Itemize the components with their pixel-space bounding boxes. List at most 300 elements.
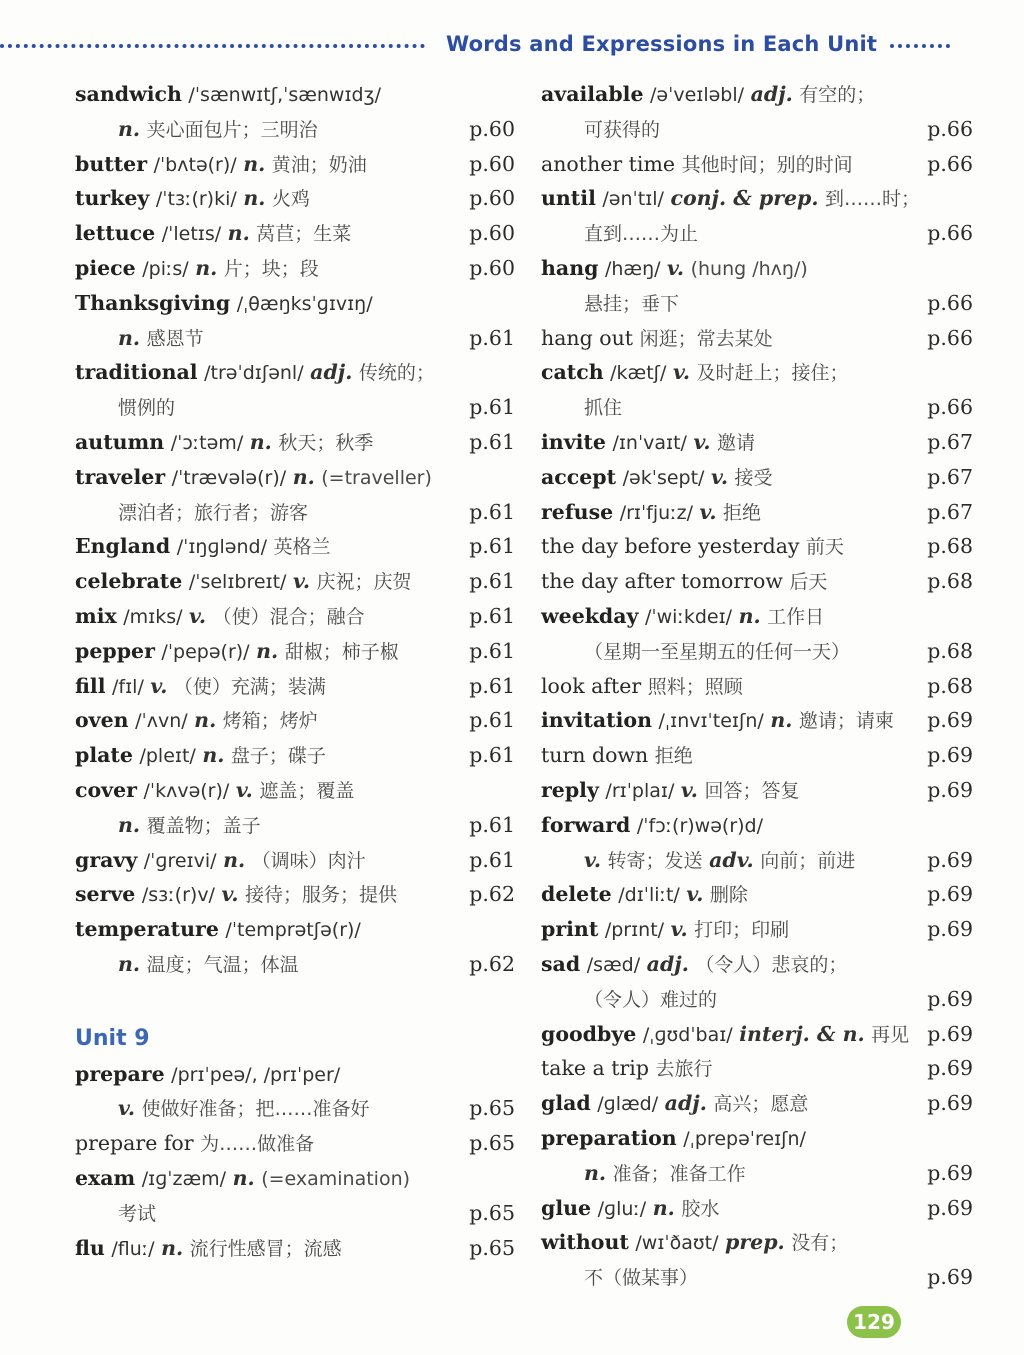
part-of-speech: v. (710, 464, 728, 489)
left-column (75, 77, 515, 1265)
definition: 转寄；发送 (607, 849, 703, 872)
vocab-entry (541, 669, 973, 704)
vocab-entry (541, 773, 973, 808)
headword: gravy (75, 847, 138, 872)
definition: （星期一至星期五的任何一天） (584, 640, 851, 663)
phonetic: /ɪnˈvaɪt/ (612, 431, 687, 454)
part-of-speech: v. (672, 360, 690, 385)
phonetic: /əˈveɪləbl/ (650, 84, 745, 106)
definition: 温度；气温；体温 (146, 953, 299, 976)
definition: 甜椒；柿子椒 (284, 640, 399, 663)
entry-continuation (75, 321, 515, 356)
headword: fill (75, 673, 106, 698)
page-ref: p.61 (469, 429, 515, 454)
phonetic: /ɡlæd/ (597, 1093, 659, 1116)
phrase: take a trip (541, 1056, 649, 1081)
headword: invitation (541, 708, 652, 733)
headword: glad (541, 1091, 591, 1116)
headword: accept (541, 464, 617, 489)
part-of-speech: v. (699, 499, 717, 524)
vocab-entry (541, 77, 973, 112)
headword: weekday (541, 603, 639, 628)
phrase: turn down (541, 743, 649, 768)
part-of-speech: n. (194, 708, 217, 733)
part-of-speech: v. (221, 882, 239, 907)
definition: 莴苣；生菜 (256, 223, 352, 246)
vocab-entry (75, 181, 515, 216)
phrase: the day after tomorrow (541, 569, 783, 594)
phonetic: /kætʃ/ (610, 362, 667, 385)
headword: mix (75, 603, 117, 628)
vocab-entry (541, 703, 973, 738)
definition: 传统的； (358, 362, 435, 385)
definition: （使）充满；装满 (173, 675, 326, 698)
definition: 回答；答复 (704, 779, 800, 802)
entry-continuation (541, 390, 973, 425)
page-ref: p.61 (469, 325, 515, 350)
vocab-entry (541, 251, 973, 286)
phonetic: /trəˈdɪʃənl/ (204, 362, 304, 385)
definition: 准备；准备工作 (612, 1162, 746, 1185)
headword: celebrate (75, 569, 183, 594)
page-ref: p.61 (469, 395, 515, 420)
vocab-entry (541, 181, 973, 216)
entry-continuation (75, 112, 515, 147)
phonetic: /wɪˈðaʊt/ (635, 1232, 719, 1255)
headword: sandwich (75, 82, 182, 106)
page-ref: p.69 (927, 1091, 973, 1116)
headword: until (541, 186, 596, 211)
part-of-speech: n. (202, 743, 225, 768)
definition: 及时赶上；接住； (696, 362, 849, 385)
headword: temperature (75, 917, 219, 942)
page-ref: p.65 (469, 1096, 515, 1121)
vocab-entry (75, 669, 515, 704)
definition: 闲逛；常去某处 (639, 327, 773, 350)
phonetic: /hæŋ/ (604, 257, 661, 280)
part-of-speech: v. (189, 603, 207, 628)
part-of-speech: v. (667, 255, 685, 280)
phonetic: /fɪl/ (112, 675, 144, 698)
headword: refuse (541, 499, 614, 524)
entry-continuation (75, 390, 515, 425)
page-ref: p.67 (927, 499, 973, 524)
vocab-entry (541, 425, 973, 460)
part-of-speech: v. (584, 847, 601, 872)
phonetic: /ˈʌvn/ (135, 710, 188, 733)
definition: 前天 (806, 536, 845, 559)
part-of-speech: n. (256, 638, 279, 663)
vocab-entry (541, 947, 973, 982)
part-of-speech: interj. & n. (739, 1021, 865, 1046)
phonetic: /pleɪt/ (139, 745, 196, 768)
part-of-speech: adj. (646, 951, 689, 976)
page-ref: p.69 (927, 708, 973, 733)
phrase: another time (541, 151, 676, 176)
vocab-entry (75, 251, 515, 286)
part-of-speech: adj. (310, 360, 353, 385)
definition: （使）混合；融合 (212, 605, 365, 628)
page-ref: p.61 (469, 743, 515, 768)
headword: Thanksgiving (75, 290, 231, 315)
page-ref: p.61 (469, 708, 515, 733)
phonetic: /ˈɪŋɡlənd/ (176, 536, 267, 559)
headword: England (75, 534, 171, 559)
phonetic: /ˈɡreɪvi/ (143, 849, 217, 872)
part-of-speech: n. (738, 603, 761, 628)
vocab-entry (75, 425, 515, 460)
definition: 拒绝 (723, 501, 762, 524)
phonetic: /ˈsænwɪtʃ,ˈsænwɪdʒ/ (188, 84, 381, 106)
definition: 邀请 (717, 431, 756, 454)
headword: cover (75, 777, 137, 802)
phonetic: /ˈwiːkdeɪ/ (645, 605, 733, 628)
page-ref: p.62 (469, 951, 515, 976)
page-ref: p.67 (927, 429, 973, 454)
part-of-speech: n. (118, 812, 141, 837)
vocab-entry (75, 77, 515, 112)
headword: reply (541, 777, 599, 802)
entry-continuation (75, 1196, 515, 1231)
entry-continuation (541, 286, 973, 321)
definition: 邀请；请柬 (798, 710, 894, 733)
page-header (0, 28, 1024, 64)
part-of-speech: n. (770, 708, 793, 733)
spacer (75, 982, 515, 1017)
definition: (hung /hʌŋ/) (690, 257, 808, 280)
vocab-entry (75, 773, 515, 808)
phonetic: /ɪɡˈzæm/ (141, 1167, 227, 1190)
part-of-speech: n. (232, 1165, 255, 1190)
part-of-speech: n. (118, 951, 141, 976)
page-ref: p.66 (927, 221, 973, 246)
headword: goodbye (541, 1021, 637, 1046)
vocab-entry (75, 564, 515, 599)
phonetic: /fluː/ (111, 1237, 155, 1260)
vocab-entry (75, 843, 515, 878)
vocab-entry (75, 1231, 515, 1266)
vocab-entry (541, 1086, 973, 1121)
page-ref: p.66 (927, 325, 973, 350)
definition: 打印；印刷 (694, 919, 790, 942)
page-ref: p.69 (927, 1056, 973, 1081)
definition: 考试 (118, 1202, 157, 1225)
vocab-entry (75, 703, 515, 738)
vocab-entry (541, 1191, 973, 1226)
entry-continuation (541, 216, 973, 251)
definition: 惯例的 (118, 397, 176, 420)
page-ref: p.60 (469, 221, 515, 246)
headword: flu (75, 1235, 105, 1260)
page-ref: p.68 (927, 534, 973, 559)
phonetic: /sæd/ (586, 953, 641, 976)
page-ref: p.60 (469, 151, 515, 176)
page-ref: p.65 (469, 1235, 515, 1260)
definition: 片；块；段 (223, 257, 319, 280)
entry-continuation (541, 1156, 973, 1191)
definition: （令人）难过的 (584, 988, 718, 1011)
definition: 盘子；碟子 (230, 745, 326, 768)
phonetic: /ˌθæŋksˈɡɪvɪŋ/ (236, 292, 373, 315)
definition: 照料；照顾 (647, 675, 743, 698)
page-ref: p.69 (927, 882, 973, 907)
headword: oven (75, 708, 129, 733)
page-ref: p.60 (469, 255, 515, 280)
part-of-speech: n. (195, 255, 218, 280)
part-of-speech: v. (118, 1096, 135, 1121)
vocab-entry (75, 1126, 515, 1161)
definition: 接待；服务；提供 (245, 884, 398, 907)
vocab-entry (541, 1017, 973, 1052)
page-ref: p.61 (469, 812, 515, 837)
part-of-speech: n. (223, 847, 246, 872)
header-dots-right (890, 44, 950, 48)
page-ref: p.69 (927, 1195, 973, 1220)
headword: lettuce (75, 221, 156, 246)
part-of-speech: n. (243, 151, 266, 176)
phonetic: /ˈtemprətʃə(r)/ (225, 919, 361, 942)
page-ref: p.68 (927, 673, 973, 698)
page-ref: p.69 (927, 777, 973, 802)
vocab-entry (541, 355, 973, 390)
page-ref: p.65 (469, 1131, 515, 1156)
definition: 火鸡 (271, 188, 310, 211)
definition: 感恩节 (146, 327, 204, 350)
vocab-entry (75, 912, 515, 947)
definition: 后天 (789, 571, 828, 594)
part-of-speech: n. (161, 1235, 184, 1260)
definition: 拒绝 (654, 745, 693, 768)
phonetic: /ˌprepəˈreɪʃn/ (683, 1127, 806, 1150)
part-of-speech: v. (150, 673, 168, 698)
page-ref: p.69 (927, 986, 973, 1011)
vocab-entry (541, 495, 973, 530)
headword: glue (541, 1195, 592, 1220)
vocab-entry (541, 599, 973, 634)
headword: autumn (75, 429, 165, 454)
page-ref: p.62 (469, 882, 515, 907)
page-ref: p.66 (927, 290, 973, 315)
page-ref: p.69 (927, 1265, 973, 1290)
entry-continuation (75, 808, 515, 843)
part-of-speech: n. (227, 221, 250, 246)
definition: 工作日 (767, 605, 825, 628)
definition: 遮盖；覆盖 (259, 779, 355, 802)
vocab-entry (75, 1057, 515, 1092)
page-ref: p.67 (927, 464, 973, 489)
definition: 夹心面包片；三明治 (146, 118, 318, 141)
part-of-speech: v. (235, 777, 253, 802)
vocab-entry (541, 1051, 973, 1086)
phonetic: /ˈtɜː(r)ki/ (155, 188, 237, 211)
phonetic: /ˌɪnvɪˈteɪʃn/ (658, 710, 764, 733)
definition: 流行性感冒；流感 (189, 1237, 342, 1260)
definition: 删除 (709, 884, 748, 907)
page-ref: p.66 (927, 151, 973, 176)
part-of-speech: conj. & prep. (670, 186, 819, 211)
page-ref: p.68 (927, 638, 973, 663)
part-of-speech: adj. (750, 82, 793, 106)
definition: 有空的； (799, 84, 876, 106)
unit-heading: Unit 9 (75, 1025, 150, 1051)
entry-continuation (75, 947, 515, 982)
phrase: look after (541, 673, 642, 698)
vocab-entry (75, 355, 515, 390)
definition: 胶水 (681, 1197, 720, 1220)
page-ref: p.61 (469, 603, 515, 628)
headword: without (541, 1230, 629, 1255)
page-ref: p.69 (927, 1021, 973, 1046)
vocab-entry (541, 564, 973, 599)
page-ref: p.60 (469, 116, 515, 141)
entry-continuation (541, 634, 973, 669)
page-ref: p.68 (927, 569, 973, 594)
page-ref: p.69 (927, 917, 973, 942)
vocab-entry (541, 147, 973, 182)
phonetic: /ˈtrævələ(r)/ (171, 466, 287, 489)
definition: (=examination) (261, 1167, 411, 1190)
phonetic: /ənˈtɪl/ (602, 188, 664, 211)
phonetic: /rɪˈplaɪ/ (605, 779, 675, 802)
page-ref: p.61 (469, 847, 515, 872)
definition: 使做好准备；把……准备好 (141, 1098, 370, 1121)
phonetic: /prɪˈpeə/, /prɪˈper/ (171, 1063, 341, 1086)
headword: pepper (75, 638, 155, 663)
vocab-entry (541, 460, 973, 495)
entry-continuation (541, 1260, 973, 1295)
part-of-speech: n. (118, 116, 141, 141)
headword: butter (75, 151, 148, 176)
headword: sad (541, 951, 581, 976)
page-ref: p.61 (469, 569, 515, 594)
definition: (=traveller) (321, 466, 432, 489)
vocab-entry (541, 321, 973, 356)
headword: forward (541, 812, 631, 837)
vocab-entry (75, 460, 515, 495)
headword: serve (75, 882, 136, 907)
headword: exam (75, 1165, 136, 1190)
headword: prepare (75, 1061, 165, 1086)
definition: 再见 (871, 1023, 910, 1046)
part-of-speech: adv. (709, 847, 754, 872)
definition: 可获得的 (584, 118, 661, 141)
phonetic: /ɡluː/ (597, 1197, 647, 1220)
definition: 直到……为止 (584, 223, 699, 246)
definition: 覆盖物；盖子 (146, 814, 261, 837)
part-of-speech: n. (249, 429, 272, 454)
page-ref: p.69 (927, 847, 973, 872)
part-of-speech: n. (584, 1160, 607, 1185)
definition: 接受 (734, 466, 773, 489)
page-ref: p.60 (469, 186, 515, 211)
part-of-speech: v. (670, 917, 688, 942)
phrase: the day before yesterday (541, 534, 800, 559)
definition: 秋天；秋季 (278, 431, 374, 454)
part-of-speech: v. (680, 777, 698, 802)
page-number-badge: 129 (847, 1306, 901, 1338)
vocab-entry (75, 634, 515, 669)
headword: plate (75, 743, 133, 768)
phonetic: /ˌɡʊdˈbaɪ/ (642, 1023, 733, 1046)
page-ref: p.65 (469, 1200, 515, 1225)
vocab-entry (75, 877, 515, 912)
part-of-speech: n. (118, 325, 141, 350)
page-ref: p.61 (469, 673, 515, 698)
headword: catch (541, 360, 604, 385)
phrase: hang out (541, 325, 634, 350)
vocab-entry (541, 808, 973, 843)
vocab-entry (541, 738, 973, 773)
phonetic: /ˈfɔː(r)wə(r)d/ (636, 814, 764, 837)
definition: 漂泊者；旅行者；游客 (118, 501, 309, 524)
entry-continuation (541, 843, 973, 878)
vocab-entry (541, 912, 973, 947)
entry-continuation (75, 495, 515, 530)
phonetic: /mɪks/ (123, 605, 183, 628)
headword: traveler (75, 464, 166, 489)
entry-continuation (541, 112, 973, 147)
vocab-entry (75, 216, 515, 251)
entry-continuation (75, 1091, 515, 1126)
phonetic: /ˈɔːtəm/ (170, 431, 244, 454)
page-ref: p.61 (469, 638, 515, 663)
headword: available (541, 82, 644, 106)
headword: piece (75, 255, 136, 280)
page-ref: p.66 (927, 395, 973, 420)
part-of-speech: adj. (664, 1091, 707, 1116)
definition: （令人）悲哀的； (695, 953, 848, 976)
part-of-speech: v. (693, 429, 711, 454)
phonetic: /ˈpepə(r)/ (161, 640, 250, 663)
phonetic: /sɜː(r)v/ (141, 884, 215, 907)
headword: invite (541, 429, 606, 454)
headword: traditional (75, 360, 198, 385)
phonetic: /prɪnt/ (604, 919, 665, 942)
phonetic: /ˈkʌvə(r)/ (143, 779, 230, 802)
vocab-entry (75, 286, 515, 321)
definition: 为……做准备 (200, 1133, 315, 1156)
vocab-entry (75, 599, 515, 634)
vocab-entry (75, 147, 515, 182)
definition: 英格兰 (273, 536, 331, 559)
headword: preparation (541, 1125, 677, 1150)
page-ref: p.69 (927, 1160, 973, 1185)
page-ref: p.66 (927, 116, 973, 141)
headword: hang (541, 255, 599, 280)
phonetic: /piːs/ (142, 257, 189, 280)
definition: 抓住 (584, 397, 623, 420)
definition: 悬挂；垂下 (584, 292, 680, 315)
vocab-entry (541, 877, 973, 912)
part-of-speech: v. (292, 569, 310, 594)
vocab-entry (541, 529, 973, 564)
definition: 到……时； (825, 188, 921, 211)
definition: 其他时间；别的时间 (681, 153, 853, 176)
vocab-entry (75, 1161, 515, 1196)
vocab-entry (541, 1225, 973, 1260)
phonetic: /rɪˈfjuːz/ (619, 501, 693, 524)
phonetic: /əkˈsept/ (622, 466, 705, 489)
definition: 没有； (791, 1232, 849, 1255)
phonetic: /ˈselɪbreɪt/ (188, 571, 287, 594)
headword: turkey (75, 186, 150, 211)
phonetic: /ˈbʌtə(r)/ (153, 153, 237, 176)
header-dots-left (0, 44, 425, 48)
entry-continuation (541, 982, 973, 1017)
part-of-speech: prep. (725, 1230, 785, 1255)
phonetic: /ˈletɪs/ (161, 223, 222, 246)
definition: 不（做某事） (584, 1267, 699, 1290)
